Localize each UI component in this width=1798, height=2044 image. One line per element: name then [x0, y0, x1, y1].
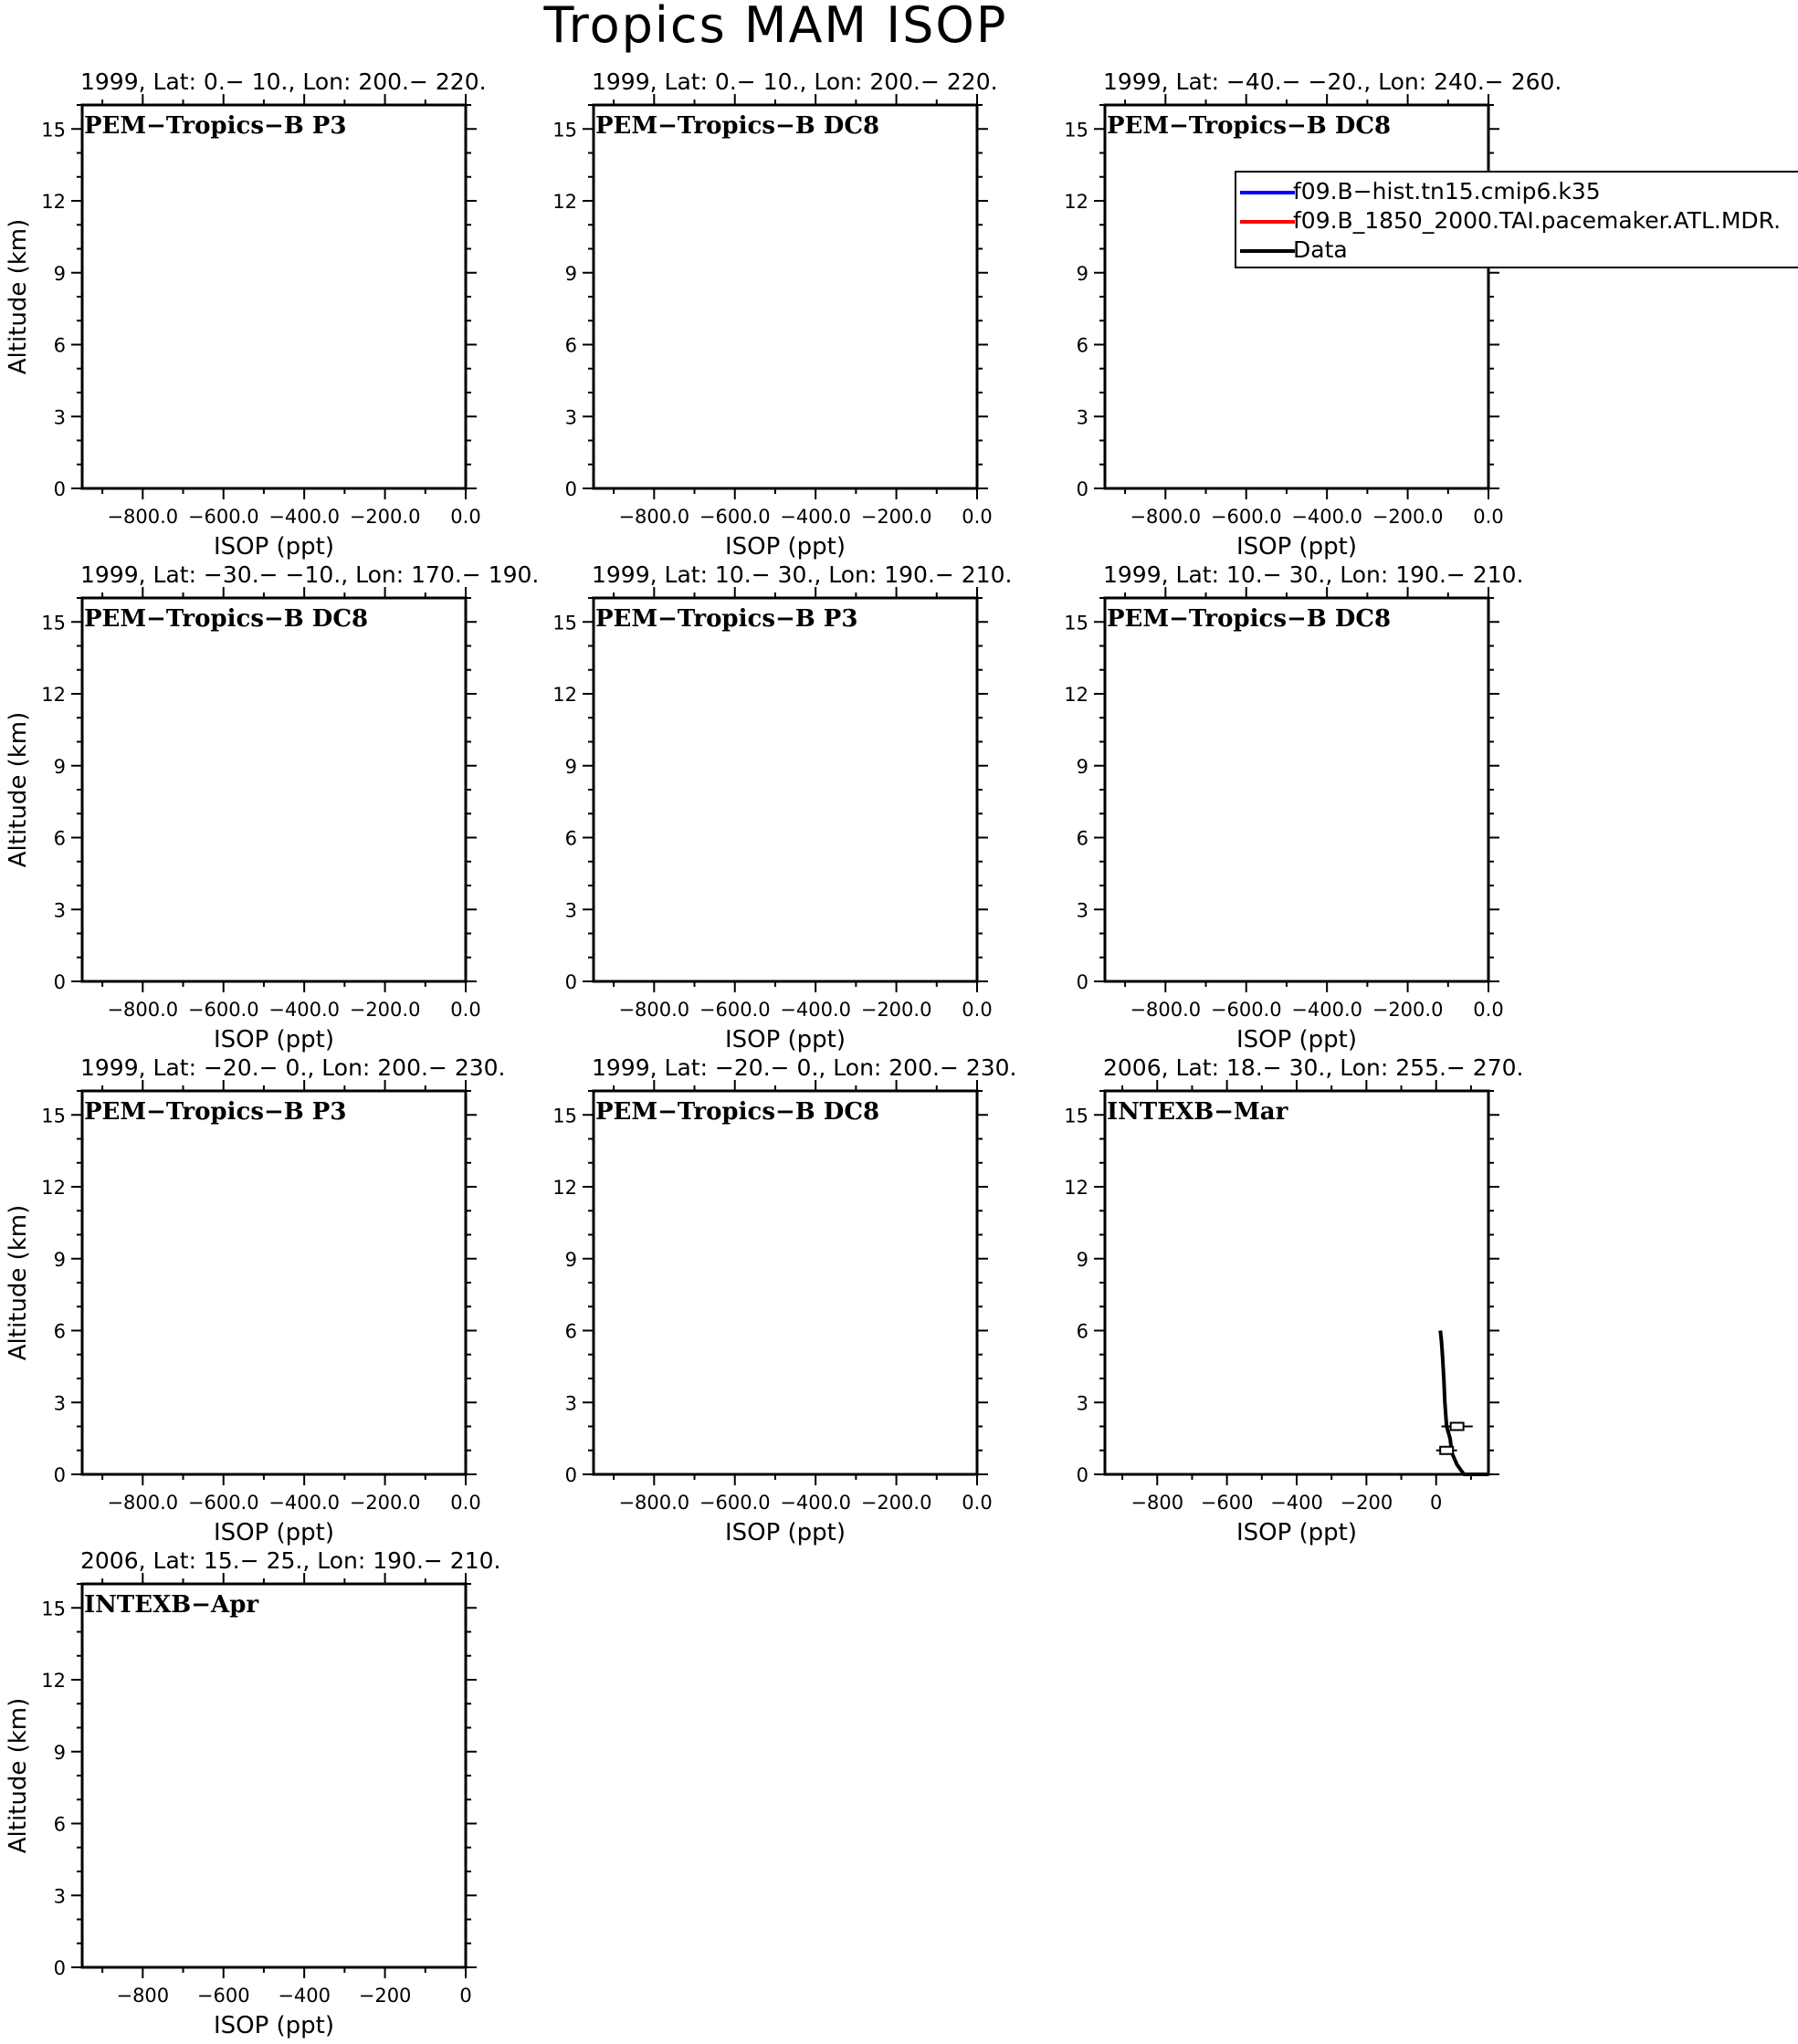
panel-header: 1999, Lat: −20.− 0., Lon: 200.− 230. [592, 1054, 1017, 1081]
x-tick-label: 0.0 [450, 506, 481, 528]
x-tick-label: 0 [1430, 1492, 1443, 1514]
y-tick-label: 15 [1064, 119, 1088, 142]
x-tick-label: −800.0 [107, 506, 179, 528]
legend-swatch [1240, 191, 1295, 194]
y-tick-label: 15 [1064, 612, 1088, 634]
y-tick-label: 0 [564, 971, 577, 993]
panel-8 [511, 1050, 1023, 1546]
x-tick-label: −400 [1270, 1492, 1323, 1514]
panel-plot [511, 64, 1023, 561]
panel-header: 1999, Lat: 10.− 30., Lon: 190.− 210. [592, 561, 1013, 588]
panel-plot [511, 557, 1023, 1053]
y-tick-label: 0 [1076, 1464, 1088, 1486]
y-tick-label: 15 [41, 1105, 66, 1127]
y-tick-label: 15 [41, 119, 66, 142]
y-tick-label: 12 [41, 684, 66, 706]
y-tick-label: 3 [1076, 406, 1088, 429]
y-tick-label: 12 [552, 1177, 577, 1199]
x-tick-label: −800.0 [618, 1492, 690, 1514]
panel-6 [1023, 557, 1534, 1053]
plot-frame [82, 105, 466, 488]
y-tick-label: 15 [41, 1598, 66, 1620]
panel-5 [511, 557, 1023, 1053]
y-tick-label: 3 [1076, 1392, 1088, 1415]
y-tick-label: 12 [552, 684, 577, 706]
y-tick-label: 9 [1076, 262, 1088, 285]
y-tick-label: 3 [1076, 899, 1088, 922]
y-tick-label: 6 [53, 1320, 66, 1343]
campaign-label: PEM−Tropics−B DC8 [1107, 605, 1392, 633]
x-tick-label: −600.0 [699, 506, 771, 528]
y-tick-label: 12 [1064, 1177, 1088, 1199]
plot-frame [1105, 105, 1488, 488]
y-tick-label: 9 [53, 1248, 66, 1271]
x-tick-label: 0.0 [1473, 999, 1504, 1021]
x-tick-label: −600.0 [187, 999, 259, 1021]
y-tick-label: 6 [53, 1813, 66, 1836]
campaign-label: PEM−Tropics−B DC8 [1107, 112, 1392, 140]
x-axis-label: ISOP (ppt) [724, 1519, 846, 1546]
x-axis-label: ISOP (ppt) [1235, 1026, 1358, 1053]
y-tick-label: 9 [564, 755, 577, 778]
y-tick-label: 6 [564, 1320, 577, 1343]
x-axis-label: ISOP (ppt) [724, 1026, 846, 1053]
x-tick-label: −200 [1340, 1492, 1393, 1514]
x-tick-label: 0.0 [962, 506, 993, 528]
x-tick-label: −800.0 [1130, 506, 1202, 528]
x-axis-label: ISOP (ppt) [213, 1519, 335, 1546]
x-tick-label: −400.0 [268, 1492, 341, 1514]
x-tick-label: 0.0 [450, 1492, 481, 1514]
panel-10 [0, 1543, 511, 2039]
y-tick-label: 12 [41, 1670, 66, 1692]
x-tick-label: 0.0 [450, 999, 481, 1021]
y-tick-label: 0 [53, 1464, 66, 1486]
y-axis-label: Altitude (km) [5, 1697, 32, 1854]
x-axis-label: ISOP (ppt) [213, 2012, 335, 2039]
y-tick-label: 0 [1076, 971, 1088, 993]
plot-frame [594, 598, 977, 981]
y-tick-label: 0 [53, 1957, 66, 1979]
x-tick-label: −200.0 [349, 1492, 421, 1514]
panel-header: 1999, Lat: −40.− −20., Lon: 240.− 260. [1103, 68, 1562, 95]
x-tick-label: −600.0 [1210, 999, 1282, 1021]
x-tick-label: −400.0 [1291, 506, 1363, 528]
panel-plot [0, 64, 511, 561]
x-tick-label: −800.0 [1130, 999, 1202, 1021]
y-tick-label: 15 [552, 1105, 577, 1127]
plot-frame [594, 1091, 977, 1474]
x-tick-label: 0.0 [962, 1492, 993, 1514]
y-tick-label: 6 [53, 827, 66, 850]
x-tick-label: −200.0 [349, 999, 421, 1021]
panel-plot [0, 1050, 511, 1546]
x-tick-label: −400.0 [268, 999, 341, 1021]
y-tick-label: 6 [564, 334, 577, 357]
x-tick-label: −200.0 [860, 506, 932, 528]
y-tick-label: 3 [53, 406, 66, 429]
x-tick-label: −800.0 [107, 999, 179, 1021]
y-tick-label: 9 [564, 1248, 577, 1271]
panel-plot [1023, 64, 1534, 561]
panel-7 [0, 1050, 511, 1546]
x-tick-label: −400.0 [780, 506, 852, 528]
plot-frame [82, 598, 466, 981]
x-tick-label: −800.0 [618, 506, 690, 528]
x-tick-label: −600.0 [187, 1492, 259, 1514]
panel-9 [1023, 1050, 1534, 1546]
x-tick-label: −200.0 [1372, 506, 1444, 528]
x-tick-label: 0.0 [1473, 506, 1504, 528]
panel-header: 2006, Lat: 18.− 30., Lon: 255.− 270. [1103, 1054, 1524, 1081]
x-tick-label: −400 [278, 1985, 331, 2007]
legend-swatch [1240, 249, 1295, 253]
x-tick-label: −800.0 [107, 1492, 179, 1514]
x-axis-label: ISOP (ppt) [1235, 533, 1358, 561]
panel-plot [0, 1543, 511, 2039]
y-axis-label: Altitude (km) [5, 1204, 32, 1361]
x-tick-label: −600 [1200, 1492, 1254, 1514]
x-tick-label: 0 [459, 1985, 472, 2007]
y-tick-label: 12 [1064, 684, 1088, 706]
y-axis-label: Altitude (km) [5, 711, 32, 868]
y-tick-label: 3 [53, 1392, 66, 1415]
y-tick-label: 6 [1076, 1320, 1088, 1343]
x-axis-label: ISOP (ppt) [1235, 1519, 1358, 1546]
y-tick-label: 9 [1076, 1248, 1088, 1271]
y-tick-label: 15 [1064, 1105, 1088, 1127]
x-tick-label: −200.0 [860, 1492, 932, 1514]
y-tick-label: 9 [53, 1741, 66, 1764]
x-tick-label: −600.0 [1210, 506, 1282, 528]
plot-frame [82, 1091, 466, 1474]
y-tick-label: 12 [1064, 191, 1088, 213]
x-tick-label: −800 [1130, 1492, 1184, 1514]
panel-plot [0, 557, 511, 1053]
legend-label: f09.B_1850_2000.TAI.pacemaker.ATL.MDR. [1293, 207, 1782, 234]
y-tick-label: 15 [552, 612, 577, 634]
x-tick-label: −600.0 [187, 506, 259, 528]
y-tick-label: 9 [564, 262, 577, 285]
panel-header: 1999, Lat: 0.− 10., Lon: 200.− 220. [592, 68, 998, 95]
y-tick-label: 3 [564, 406, 577, 429]
panel-header: 1999, Lat: 0.− 10., Lon: 200.− 220. [80, 68, 487, 95]
x-tick-label: −600.0 [699, 1492, 771, 1514]
y-tick-label: 3 [564, 899, 577, 922]
x-axis-label: ISOP (ppt) [213, 533, 335, 561]
x-tick-label: −200.0 [860, 999, 932, 1021]
legend-label: f09.B−hist.tn15.cmip6.k35 [1293, 178, 1601, 204]
legend-swatch [1240, 220, 1295, 224]
y-tick-label: 6 [564, 827, 577, 850]
y-tick-label: 9 [1076, 755, 1088, 778]
y-tick-label: 3 [564, 1392, 577, 1415]
data-marker [1451, 1423, 1464, 1431]
y-tick-label: 0 [1076, 478, 1088, 500]
y-tick-label: 3 [53, 1885, 66, 1908]
campaign-label: PEM−Tropics−B DC8 [595, 1098, 880, 1126]
plot-frame [1105, 1091, 1488, 1474]
y-tick-label: 0 [53, 971, 66, 993]
data-marker [1440, 1447, 1453, 1454]
y-tick-label: 3 [53, 899, 66, 922]
x-tick-label: −200.0 [1372, 999, 1444, 1021]
legend-label: Data [1293, 236, 1348, 263]
campaign-label: PEM−Tropics−B P3 [84, 112, 347, 140]
x-tick-label: −400.0 [1291, 999, 1363, 1021]
y-tick-label: 12 [41, 1177, 66, 1199]
y-tick-label: 6 [1076, 334, 1088, 357]
y-tick-label: 12 [552, 191, 577, 213]
panel-header: 1999, Lat: −30.− −10., Lon: 170.− 190. [80, 561, 540, 588]
y-tick-label: 6 [1076, 827, 1088, 850]
panel-header: 1999, Lat: 10.− 30., Lon: 190.− 210. [1103, 561, 1524, 588]
x-tick-label: −200 [358, 1985, 412, 2007]
x-tick-label: −600 [196, 1985, 250, 2007]
x-axis-label: ISOP (ppt) [724, 533, 846, 561]
x-tick-label: −400.0 [780, 999, 852, 1021]
x-tick-label: −600.0 [699, 999, 771, 1021]
panel-header: 1999, Lat: −20.− 0., Lon: 200.− 230. [80, 1054, 506, 1081]
y-axis-label: Altitude (km) [5, 218, 32, 375]
panel-1 [0, 64, 511, 561]
x-tick-label: −400.0 [780, 1492, 852, 1514]
campaign-label: PEM−Tropics−B P3 [595, 605, 858, 633]
y-tick-label: 0 [564, 478, 577, 500]
y-tick-label: 0 [564, 1464, 577, 1486]
campaign-label: INTEXB−Mar [1107, 1098, 1288, 1126]
y-tick-label: 9 [53, 262, 66, 285]
y-tick-label: 12 [41, 191, 66, 213]
x-tick-label: −800.0 [618, 999, 690, 1021]
plot-frame [594, 105, 977, 488]
panel-header: 2006, Lat: 15.− 25., Lon: 190.− 210. [80, 1547, 501, 1574]
y-tick-label: 6 [53, 334, 66, 357]
x-tick-label: 0.0 [962, 999, 993, 1021]
x-tick-label: −800 [116, 1985, 170, 2007]
plot-frame [1105, 598, 1488, 981]
x-tick-label: −200.0 [349, 506, 421, 528]
campaign-label: PEM−Tropics−B DC8 [595, 112, 880, 140]
panel-plot [511, 1050, 1023, 1546]
legend [1235, 171, 1798, 268]
x-axis-label: ISOP (ppt) [213, 1026, 335, 1053]
y-tick-label: 0 [53, 478, 66, 500]
panel-4 [0, 557, 540, 1053]
x-tick-label: −400.0 [268, 506, 341, 528]
panel-plot [1023, 1050, 1534, 1546]
plot-frame [82, 1584, 466, 1967]
panel-2 [511, 64, 1023, 561]
campaign-label: PEM−Tropics−B DC8 [84, 605, 369, 633]
campaign-label: PEM−Tropics−B P3 [84, 1098, 347, 1126]
figure-title: Tropics MAM ISOP [543, 0, 1008, 54]
y-tick-label: 15 [552, 119, 577, 142]
panel-plot [1023, 557, 1534, 1053]
y-tick-label: 9 [53, 755, 66, 778]
campaign-label: INTEXB−Apr [84, 1591, 259, 1619]
y-tick-label: 15 [41, 612, 66, 634]
